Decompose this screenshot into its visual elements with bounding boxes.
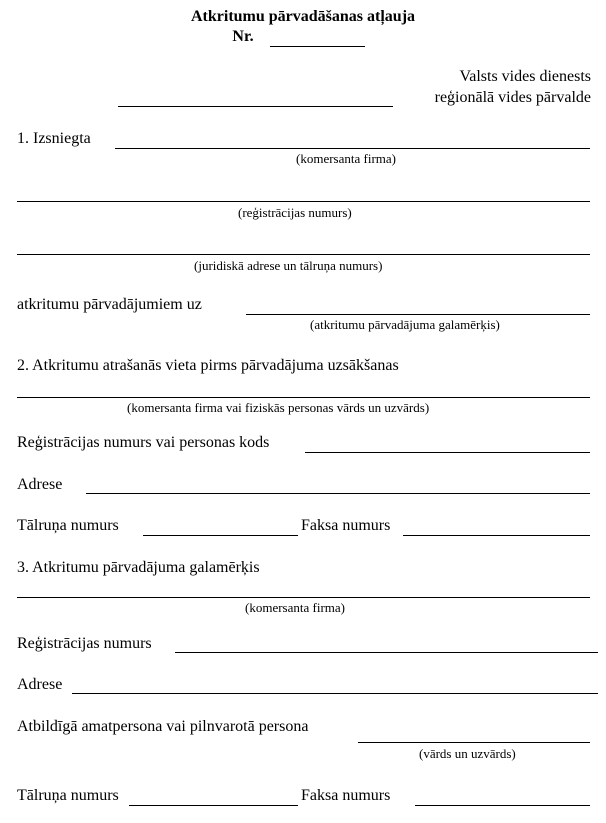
destination-registration-label: Reģistrācijas numurs (17, 635, 152, 652)
destination-phone-field[interactable] (129, 805, 298, 806)
registration-caption: (reģistrācijas numurs) (238, 205, 352, 220)
address-label: Adrese (17, 476, 63, 493)
address-field[interactable] (86, 493, 590, 494)
company-caption: (komersanta firma) (296, 151, 396, 166)
holder-caption: (komersanta firma vai fiziskās personas vārds un uzvārds) (127, 400, 430, 415)
responsible-label: Atbildīgā amatpersona vai pilnvarotā persona (17, 718, 309, 735)
transport-label: atkritumu pārvadājumiem uz (17, 296, 202, 313)
region-field[interactable] (118, 106, 393, 107)
destination-phone-label: Tālruņa numurs (17, 787, 119, 804)
registration-field[interactable] (17, 201, 590, 202)
number-field[interactable] (270, 46, 365, 47)
authority-name: Valsts vides dienests (459, 68, 591, 85)
holder-field[interactable] (17, 397, 590, 398)
destination-fax-label: Faksa numurs (301, 787, 391, 804)
section3-heading: 3. Atkritumu pārvadājuma galamērķis (17, 559, 260, 576)
destination-address-label: Adrese (17, 676, 63, 693)
regcode-field[interactable] (305, 452, 590, 453)
responsible-caption: (vārds un uzvārds) (419, 746, 516, 761)
legal-address-caption: (juridiskā adrese un tālruņa numurs) (194, 258, 383, 273)
fax-field[interactable] (403, 535, 590, 536)
destination-fax-field[interactable] (415, 805, 590, 806)
destination-registration-field[interactable] (175, 652, 598, 653)
legal-address-field[interactable] (17, 254, 590, 255)
issued-label: 1. Izsniegta (17, 130, 91, 147)
company-field[interactable] (115, 148, 590, 149)
number-label: Nr. (232, 28, 254, 45)
responsible-field[interactable] (358, 742, 590, 743)
section2-heading: 2. Atkritumu atrašanās vieta pirms pārvadājuma uzsākšanas (17, 357, 399, 374)
destination-address-field[interactable] (72, 693, 598, 694)
document-title: Atkritumu pārvadāšanas atļauja (190, 8, 416, 25)
regcode-label: Reģistrācijas numurs vai personas kods (17, 434, 270, 451)
phone-label: Tālruņa numurs (17, 517, 119, 534)
destination-company-field[interactable] (17, 597, 590, 598)
destination-field[interactable] (246, 314, 590, 315)
phone-field[interactable] (143, 535, 298, 536)
authority-region: reģionālā vides pārvalde (434, 89, 591, 106)
destination-company-caption: (komersanta firma) (245, 600, 345, 615)
fax-label: Faksa numurs (301, 517, 391, 534)
destination-caption: (atkritumu pārvadājuma galamērķis) (310, 317, 500, 332)
